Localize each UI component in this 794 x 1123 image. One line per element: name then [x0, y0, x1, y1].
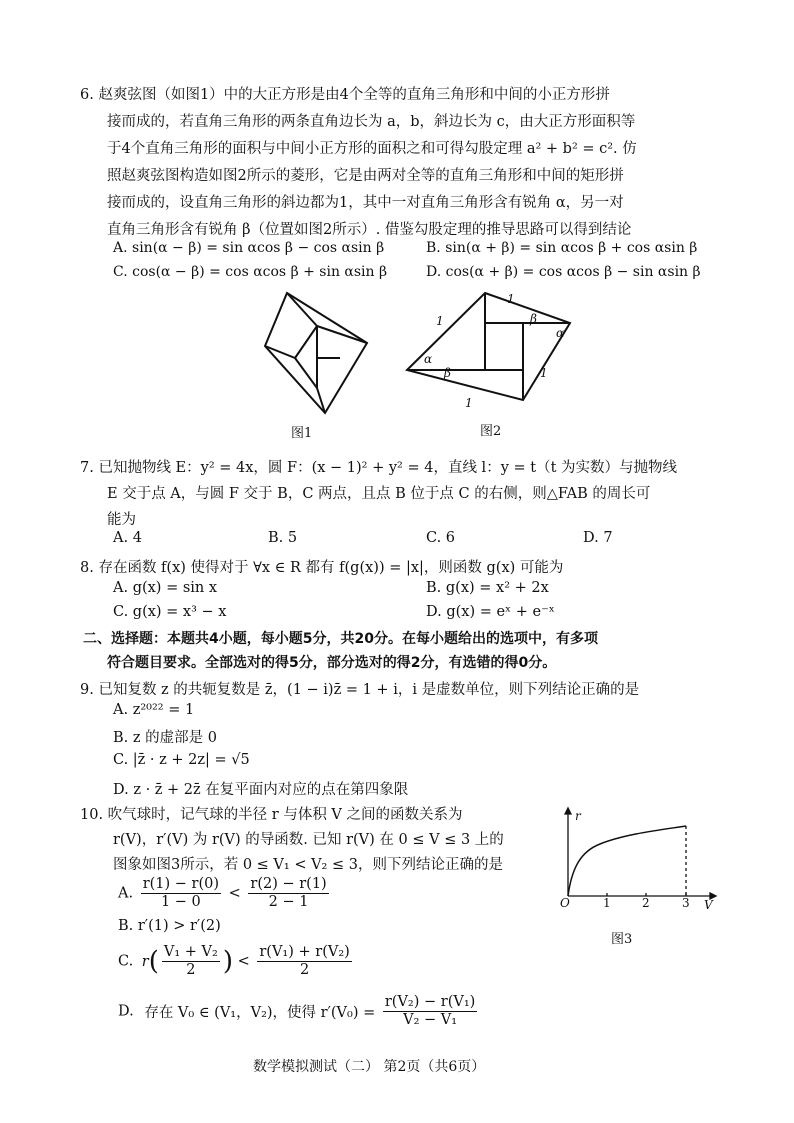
q10-option-a-num-1: r(1) − r(0) — [142, 876, 220, 892]
q6-line-1: 6. 赵爽弦图（如图1）中的大正方形是由4个全等的直角三角形和中间的小正方形拼 — [80, 87, 610, 103]
fig2-label-1d: 1 — [465, 396, 473, 410]
q9-line: 9. 已知复数 z 的共轭复数是 z̄，(1 − i)z̄ = 1 + i，i 是虚数单位，则下列结论正确的是 — [80, 682, 640, 698]
q8-option-b: B. g(x) = x² + 2x — [426, 580, 549, 596]
q10-line-3: 图象如图3所示，若 0 ≤ V₁ < V₂ ≤ 3，则下列结论正确的是 — [113, 857, 503, 873]
fig3-tick-3: 3 — [682, 896, 690, 910]
figure-1 — [255, 288, 375, 418]
figure-2-caption: 图2 — [480, 424, 502, 439]
fig2-label-beta-1: β — [530, 312, 537, 326]
section-2-heading-line-2: 符合题目要求。全部选对的得5分，部分选对的得2分，有选错的得0分。 — [107, 655, 557, 671]
q6-line-2: 接而成的，若直角三角形的两条直角边长为 a，b，斜边长为 c，由大正方形面积等 — [107, 114, 636, 130]
figure-2 — [405, 288, 580, 408]
q10-option-d-text: 存在 V₀ ∈ (V₁，V₂)，使得 r′(V₀) = — [144, 1005, 376, 1021]
q10-option-c-num-1: V₁ + V₂ — [163, 944, 218, 960]
q10-option-a — [118, 876, 332, 911]
q10-option-d-den: V₂ − V₁ — [403, 1012, 458, 1028]
fig3-origin: O — [560, 896, 570, 910]
q10-option-d — [118, 994, 480, 1029]
fig3-ylabel: r — [575, 809, 581, 823]
q10-option-a-num-2: r(2) − r(1) — [250, 876, 327, 892]
q6-line-6: 直角三角形含有锐角 β（位置如图2所示）. 借鉴勾股定理的推导思路可以得到结论 — [107, 222, 632, 238]
q7-option-c: C. 6 — [426, 530, 456, 546]
fig3-tick-2: 2 — [642, 896, 650, 910]
q6-option-c: C. cos(α − β) = cos αcos β + sin αsin β — [113, 264, 388, 280]
q7-option-a: A. 4 — [113, 530, 142, 546]
q7-option-b: B. 5 — [268, 530, 298, 546]
q7-line-3: 能为 — [107, 512, 136, 528]
q8-line: 8. 存在函数 f(x) 使得对于 ∀x ∈ R 都有 f(g(x)) = |x|，则函数 g(x) 可能为 — [80, 560, 564, 576]
q7-line-2: E 交于点 A，与圆 F 交于 B，C 两点，且点 B 位于点 C 的右侧，则△FAB 的周长可 — [107, 486, 651, 502]
q10-line-2: r(V)，r′(V) 为 r(V) 的导函数. 已知 r(V) 在 0 ≤ V ≤ 3 上的 — [113, 832, 504, 848]
q10-option-c-num-2: r(V₁) + r(V₂) — [259, 944, 350, 960]
q10-option-a-den-1: 1 − 0 — [160, 894, 201, 910]
q10-option-c-fraction-2 — [257, 944, 351, 979]
section-2-heading-line-1: 二、选择题：本题共4小题，每小题5分，共20分。在每小题给出的选项中，有多项 — [83, 631, 598, 647]
q9-option-a: A. z²⁰²² = 1 — [113, 702, 195, 718]
q10-option-a-fraction-2 — [248, 876, 328, 911]
q10-option-d-label: D. — [118, 1003, 134, 1020]
q7-option-d: D. 7 — [583, 530, 613, 546]
q9-option-d: D. z · z̄ + 2z̄ 在复平面内对应的点在第四象限 — [113, 782, 409, 798]
q10-option-c-den-1: 2 — [186, 962, 196, 978]
q6-line-5: 接而成的，设直角三角形的斜边都为1，其中一对直角三角形含有锐角 α，另一对 — [107, 195, 624, 211]
fig3-tick-1: 1 — [603, 896, 611, 910]
q6-line-4: 照赵爽弦图构造如图2所示的菱形，它是由两对全等的直角三角形和中间的矩形拼 — [107, 168, 624, 184]
q8-option-c: C. g(x) = x³ − x — [113, 604, 227, 620]
q9-option-b: B. z 的虚部是 0 — [113, 730, 217, 746]
q10-option-d-num: r(V₂) − r(V₁) — [384, 994, 476, 1010]
q10-option-d-fraction — [383, 994, 477, 1029]
q10-line-1: 10. 吹气球时，记气球的半径 r 与体积 V 之间的函数关系为 — [80, 807, 463, 823]
q9-option-c: C. |z̄ · z + 2z| = √5 — [113, 752, 250, 768]
figure-1-caption: 图1 — [291, 426, 313, 441]
fig2-label-alpha-2: α — [556, 326, 565, 340]
q10-option-c-den-2: 2 — [299, 962, 310, 978]
fig3-curve — [568, 826, 686, 896]
fig2-label-1a: 1 — [436, 314, 444, 328]
q10-option-c: C. r( $\frac{\text{V₁ + V₂}}{2}$ ) < $\frac{\text{r(V₁) + r(V₂)}}{2}$ — [118, 944, 350, 978]
figure-3-caption: 图3 — [611, 932, 633, 947]
fig2-label-beta-2: β — [444, 366, 451, 380]
fig3-xlabel: V — [704, 898, 713, 912]
q10-option-a-label: A. — [118, 885, 134, 902]
q8-option-d: D. g(x) = eˣ + e⁻ˣ — [426, 604, 555, 620]
q10-option-c-label: C. — [118, 953, 134, 970]
fig2-label-alpha-1: α — [424, 352, 433, 366]
q10-option-a-den-2: 2 − 1 — [268, 894, 309, 910]
page-footer: 数学模拟测试（二） 第2页（共6页） — [253, 1059, 486, 1075]
q10-option-c-fraction-1 — [162, 944, 220, 979]
q6-option-b: B. sin(α + β) = sin αcos β + cos αsin β — [426, 240, 698, 256]
q6-option-a: A. sin(α − β) = sin αcos β − cos αsin β — [113, 240, 385, 256]
q8-option-a: A. g(x) = sin x — [113, 580, 218, 596]
q10-option-c-operator: < — [237, 953, 250, 970]
q6-line-3: 于4个直角三角形的面积与中间小正方形的面积之和可得勾股定理 a² + b² = c². 仿 — [107, 141, 637, 157]
q7-line-1: 7. 已知抛物线 E：y² = 4x，圆 F：(x − 1)² + y² = 4，直线 l：y = t（t 为实数）与抛物线 — [80, 460, 678, 476]
q10-option-b: B. r′(1) > r′(2) — [118, 918, 221, 934]
q10-option-a-operator: < — [228, 885, 241, 902]
q10-option-a-fraction-1 — [141, 876, 221, 911]
fig2-label-1c: 1 — [540, 366, 548, 380]
q10-option-c-r: r — [141, 953, 149, 970]
q6-option-d: D. cos(α + β) = cos αcos β − sin αsin β — [426, 264, 701, 280]
fig2-label-1b: 1 — [507, 292, 515, 306]
